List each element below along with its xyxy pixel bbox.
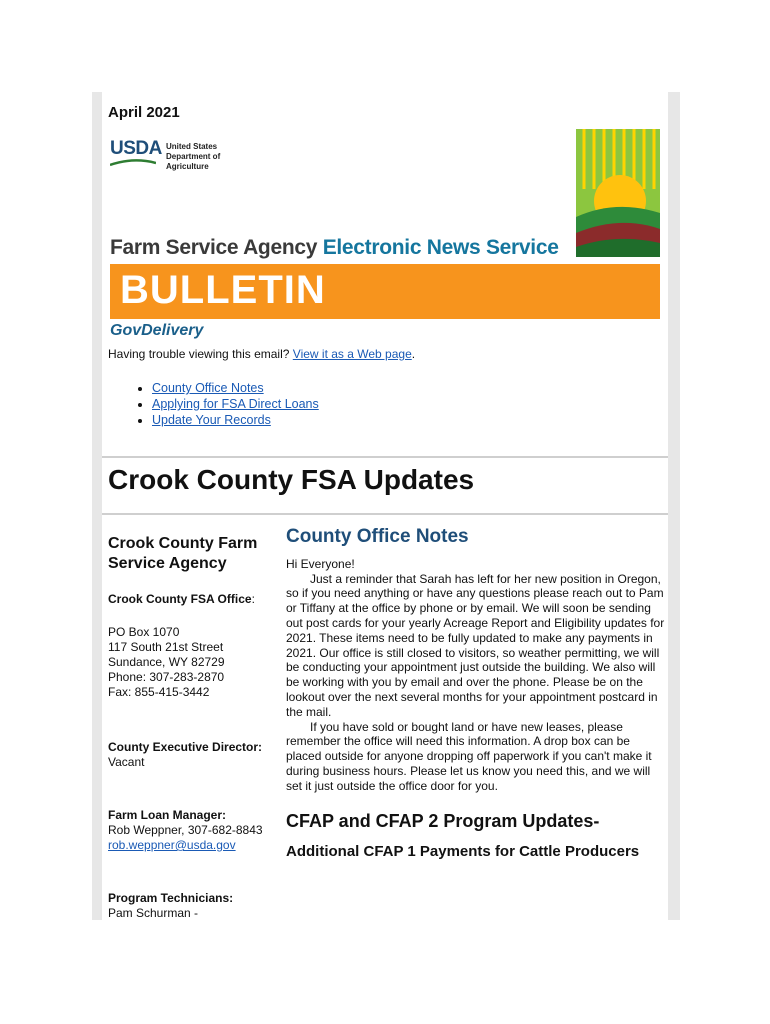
email-card	[102, 92, 668, 920]
usda-logo-text: USDA	[110, 138, 162, 159]
article-greeting: Hi Everyone!	[286, 556, 355, 571]
cfap-heading: CFAP and CFAP 2 Program Updates-	[286, 810, 600, 831]
toc-item	[152, 396, 319, 412]
sidebar-heading: Crook County Farm Service Agency	[108, 535, 258, 572]
director-label: County Executive Director:	[108, 740, 263, 754]
article-paragraph: If you have sold or bought land or have new leases, please remember the office will need this information. A drop box can be placed outside for anyone dropping off paperwork if you can't make it during business hours. Please let us know you need this, and we will set it just outside the office door for you.	[286, 719, 652, 793]
office-label: Crook County FSA Office:	[108, 592, 255, 606]
issue-date: April 2021	[108, 104, 180, 121]
main-title: Crook County FSA Updates	[108, 464, 475, 495]
article-heading: County Office Notes	[286, 526, 469, 547]
usda-department-name: United States Department of Agriculture	[166, 142, 221, 171]
toc-item	[152, 412, 319, 428]
director-value: Vacant	[108, 755, 145, 769]
toc-link-direct-loans[interactable]: Applying for FSA Direct Loans	[152, 397, 319, 411]
usda-swoosh-icon	[110, 158, 156, 168]
bulletin-text: BULLETIN	[120, 268, 326, 312]
divider	[102, 513, 668, 515]
view-web-page-link[interactable]: View it as a Web page	[292, 347, 412, 361]
govdelivery-logo: GovDelivery	[110, 322, 204, 339]
bulletin-banner	[110, 264, 660, 319]
usda-logo	[110, 138, 240, 174]
table-of-contents	[126, 380, 319, 428]
toc-link-update-records[interactable]: Update Your Records	[152, 413, 271, 427]
office-sidebar	[108, 534, 278, 920]
program-tech-value: Pam Schurman -	[108, 906, 199, 920]
toc-link-county-office-notes[interactable]: County Office Notes	[152, 381, 264, 395]
toc-item	[152, 380, 319, 396]
loan-manager-email-link[interactable]: rob.weppner@usda.gov	[108, 838, 236, 852]
divider	[102, 456, 668, 458]
cfap-subheading: Additional CFAP 1 Payments for Cattle Producers	[286, 842, 640, 860]
fsa-news-title: Farm Service Agency Electronic News Service	[110, 236, 559, 259]
article-paragraph: Just a reminder that Sarah has left for her new position in Oregon, so if you need anything or have any questions please reach out to Pam or Tiffany at the office by phone or by email. We will soon be sending out post cards for your yearly Acreage Report and Eligibility updates for 2021. These items need to be fully updated to make any payments in 2021. Our office is still closed to visitors, so weather permitting, we will be conducting your appointment just outside the building. We also will be working with you by email and over the phone. Please be on the lookout over the next several months for your appointment postcard in the mail.	[286, 571, 665, 719]
program-tech-label: Program Technicians:	[108, 891, 234, 905]
loan-manager-value: Rob Weppner, 307-682-8843	[108, 823, 263, 837]
email-background	[92, 92, 680, 920]
article-column	[286, 526, 666, 861]
office-address: PO Box 1070 117 South 21st Street Sundance, WY 82729 Phone: 307-283-2870 Fax: 855-415-3442	[108, 625, 225, 699]
view-trouble-line: Having trouble viewing this email? View it as a Web page.	[108, 347, 416, 361]
loan-manager-label: Farm Loan Manager:	[108, 808, 227, 822]
sunrise-fields-icon	[576, 129, 660, 257]
